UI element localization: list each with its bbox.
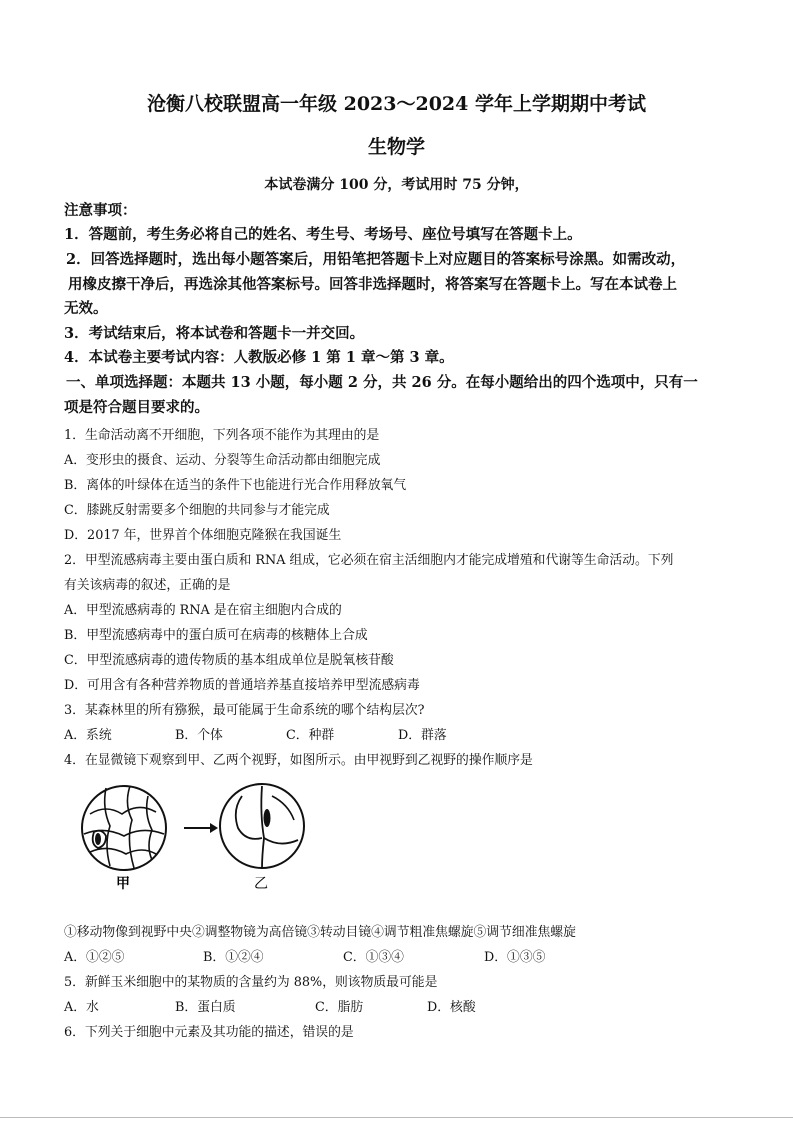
q4-option-b: B．①②④ [203,950,264,965]
q5-option-a: A．水 [64,1000,99,1015]
nucleus-yi [264,809,271,827]
notes-item-2-line1: 2．回答选择题时，选出每小题答案后，用铅笔把答题卡上对应题目的答案标号涂黑。如需改动， [66,251,686,268]
q5-option-d: D．核酸 [427,1000,476,1015]
exam-info: 本试卷满分 100 分，考试用时 75 分钟， [264,177,529,193]
notes-heading: 注意事项： [64,202,137,219]
q4-stem: 4．在显微镜下观察到甲、乙两个视野，如图所示。由甲视野到乙视野的操作顺序是 [64,753,533,768]
q4-option-a: A．①②⑤ [64,950,125,965]
q3-option-d: D．群落 [398,728,447,743]
q3-stem: 3．某森林里的所有猕猴，最可能属于生命系统的哪个结构层次? [64,703,425,718]
section-heading-line2: 项是符合题目要求的。 [64,399,209,416]
q1-option-c: C．膝跳反射需要多个细胞的共同参与才能完成 [64,503,330,518]
nucleus-jia [95,833,101,845]
label-jia: 甲 [116,876,130,892]
q4-steps: ①移动物像到视野中央②调整物镜为高倍镜③转动目镜④调节粗准焦螺旋⑤调节细准焦螺旋 [64,925,576,940]
notes-item-2-line2: 用橡皮擦干净后，再选涂其他答案标号。回答非选择题时，将答案写在答题卡上。写在本试卷上 [68,276,677,293]
subject-title: 生物学 [367,136,425,158]
q1-stem: 1．生命活动离不开细胞，下列各项不能作为其理由的是 [64,428,380,443]
section-heading-line1: 一、单项选择题：本题共 13 小题，每小题 2 分，共 26 分。在每小题给出的四个选项中，只有一 [66,374,698,391]
notes-item-2-line3: 无效。 [64,300,108,317]
field-yi-diagram [220,784,304,868]
exam-title: 沧衡八校联盟高一年级 2023～2024 学年上学期期中考试 [147,93,646,115]
notes-item-3: 3．考试结束后，将本试卷和答题卡一并交回。 [64,325,365,342]
field-jia-diagram [82,786,166,870]
q3-option-a: A．系统 [64,728,112,743]
q4-option-c: C．①③④ [343,950,404,965]
q5-option-c: C．脂肪 [315,1000,364,1015]
notes-item-1: 1．答题前，考生务必将自己的姓名、考生号、考场号、座位号填写在答题卡上。 [64,226,582,243]
arrow-icon [184,823,218,833]
q3-option-b: B．个体 [175,728,223,743]
q6-stem: 6．下列关于细胞中元素及其功能的描述，错误的是 [64,1025,354,1040]
q2-option-d: D．可用含有各种营养物质的普通培养基直接培养甲型流感病毒 [64,678,420,693]
q5-option-b: B．蛋白质 [175,1000,236,1015]
label-yi: 乙 [254,876,268,892]
q2-option-b: B．甲型流感病毒中的蛋白质可在病毒的核糖体上合成 [64,628,368,643]
q2-option-c: C．甲型流感病毒的遗传物质的基本组成单位是脱氧核苷酸 [64,653,394,668]
q1-option-b: B．离体的叶绿体在适当的条件下也能进行光合作用释放氧气 [64,478,407,493]
q2-option-a: A．甲型流感病毒的 RNA 是在宿主细胞内合成的 [64,603,342,618]
q1-option-a: A．变形虫的摄食、运动、分裂等生命活动都由细胞完成 [64,453,381,468]
q5-stem: 5．新鲜玉米细胞中的某物质的含量约为 88%，则该物质最可能是 [64,975,438,990]
q3-option-c: C．种群 [286,728,335,743]
notes-item-4: 4．本试卷主要考试内容：人教版必修 1 第 1 章～第 3 章。 [64,349,454,366]
q4-option-d: D．①③⑤ [484,950,546,965]
q2-stem-line2: 有关该病毒的叙述，正确的是 [64,578,231,593]
page-bottom-divider [0,1117,793,1118]
microscope-figure [76,774,316,894]
q2-stem-line1: 2．甲型流感病毒主要由蛋白质和 RNA 组成，它必须在宿主活细胞内才能完成增殖和代谢等生命活动。下列 [64,553,674,568]
q1-option-d: D．2017 年，世界首个体细胞克隆猴在我国诞生 [64,528,342,543]
